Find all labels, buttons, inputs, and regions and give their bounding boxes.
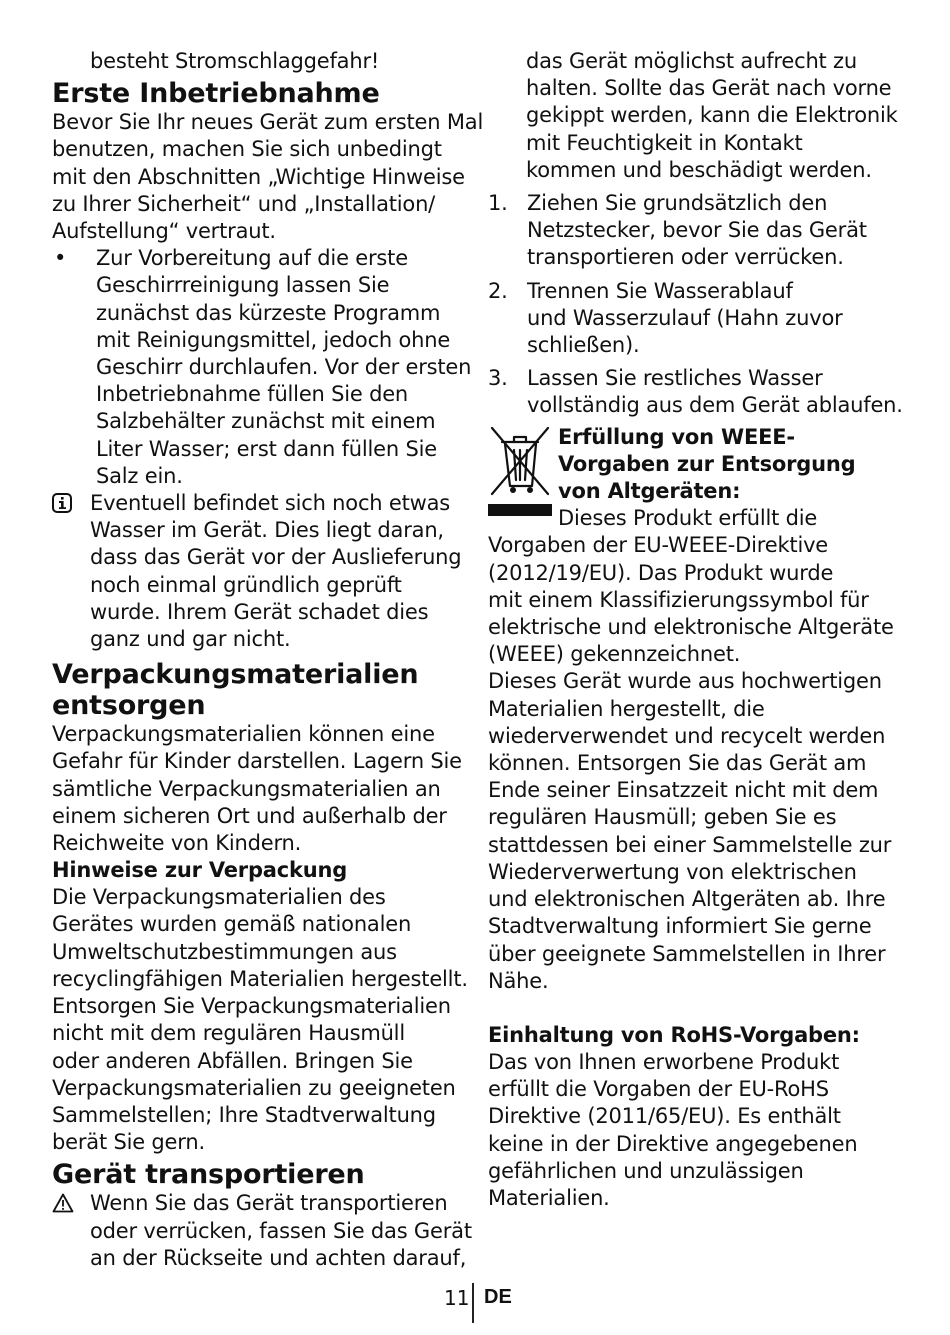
heading-line: Verpackungsmaterialien <box>52 659 419 691</box>
text-line: Sammelstellen; Ihre Stadtverwaltung <box>52 1102 436 1127</box>
warning-note <box>52 1190 480 1272</box>
subheading-hinweise-verpackung: Hinweise zur Verpackung <box>52 858 348 883</box>
text-line: Reichweite von Kindern. <box>52 831 302 856</box>
text-line: Entsorgen Sie Verpackungsmaterialien <box>52 994 451 1019</box>
text-line: Bevor Sie Ihr neues Gerät zum ersten Mal <box>52 110 484 135</box>
text-line: Salzbehälter zunächst mit einem <box>96 409 436 434</box>
text-line: zunächst das kürzeste Programm <box>96 300 441 325</box>
text-line: (WEEE) gekennzeichnet. <box>488 642 741 667</box>
text-line: Umweltschutzbestimmungen aus <box>52 939 397 964</box>
step-number: 2. <box>488 278 508 303</box>
continued-text-line: besteht Stromschlaggefahr! <box>90 49 380 73</box>
text-line: regulären Hausmüll; geben Sie es <box>488 805 837 830</box>
text-line: Materialien. <box>488 1185 610 1210</box>
text-line: Stadtverwaltung informiert Sie gerne <box>488 914 872 939</box>
text-line: Gerätes wurden gemäß nationalen <box>52 912 412 937</box>
verpackung-paragraph <box>52 721 480 857</box>
rohs-paragraph <box>488 1049 908 1212</box>
hinweise-paragraph <box>52 884 480 1156</box>
text-line: Ziehen Sie grundsätzlich den <box>527 191 828 216</box>
text-line: Wasser im Gerät. Dies liegt daran, <box>90 518 444 543</box>
heading-line: Vorgaben zur Entsorgung <box>558 451 856 476</box>
text-line: oder verrücken, fassen Sie das Gerät <box>90 1218 472 1243</box>
heading-line: Erfüllung von WEEE- <box>558 424 795 449</box>
bullet-item <box>52 245 480 490</box>
text-line: Zur Vorbereitung auf die erste <box>96 246 408 271</box>
heading-line: entsorgen <box>52 690 206 722</box>
text-line: halten. Sollte das Gerät nach vorne <box>526 76 892 101</box>
text-line: benutzen, machen Sie sich unbedingt <box>52 137 442 162</box>
heading-geraet-transportieren: Gerät transportieren <box>52 1159 365 1191</box>
text-line: an der Rückseite und achten darauf, <box>90 1245 467 1270</box>
text-line: mit Reinigungsmittel, jedoch ohne <box>96 327 451 352</box>
text-line: wiederverwendet und recycelt werden <box>488 723 886 748</box>
heading-line: von Altgeräten: <box>558 479 741 504</box>
text-line: keine in der Direktive angegebenen <box>488 1131 858 1156</box>
text-line: Geschirrreinigung lassen Sie <box>96 273 390 298</box>
numbered-step <box>488 278 908 360</box>
text-line: Trennen Sie Wasserablauf <box>527 278 793 303</box>
text-line: Gefahr für Kinder darstellen. Lagern Sie <box>52 749 462 774</box>
page-number: 11 <box>444 1286 470 1310</box>
text-line: Die Verpackungsmaterialien des <box>52 885 386 910</box>
info-note <box>52 490 480 653</box>
text-line: Direktive (2011/65/EU). Es enthält <box>488 1104 841 1129</box>
text-line: Lassen Sie restliches Wasser <box>527 366 823 391</box>
footer-divider <box>472 1283 474 1323</box>
text-line: können. Entsorgen Sie das Gerät am <box>488 751 867 776</box>
text-line: Inbetriebnahme füllen Sie den <box>96 382 409 407</box>
weee-paragraph <box>488 532 908 994</box>
text-line: zu Ihrer Sicherheit“ und „Installation/ <box>52 191 436 216</box>
text-line: Dieses Produkt erfüllt die <box>558 506 818 531</box>
heading-verpackungsmaterialien <box>52 659 480 721</box>
text-line: und Wasserzulauf (Hahn zuvor <box>527 305 843 330</box>
text-line: vollständig aus dem Gerät ablaufen. <box>527 393 903 418</box>
text-line: Eventuell befindet sich noch etwas <box>90 491 451 516</box>
step-number: 1. <box>488 191 508 216</box>
weee-section <box>488 424 908 533</box>
weee-crossed-bin-icon <box>488 424 552 520</box>
text-line: Ende seiner Einsatzzeit nicht mit dem <box>488 778 879 803</box>
text-line: Liter Wasser; erst dann füllen Sie <box>96 436 437 461</box>
text-line: kommen und beschädigt werden. <box>526 157 872 182</box>
text-line: über geeignete Sammelstellen in Ihrer <box>488 941 886 966</box>
info-icon <box>52 493 72 520</box>
text-line: gekippt werden, kann die Elektronik <box>526 103 898 128</box>
text-line: mit Feuchtigkeit in Kontakt <box>526 130 803 155</box>
text-line: elektrische und elektronische Altgeräte <box>488 615 894 640</box>
text-line: Verpackungsmaterialien zu geeigneten <box>52 1075 456 1100</box>
text-line: Wenn Sie das Gerät transportieren <box>90 1191 448 1216</box>
text-line: berät Sie gern. <box>52 1130 205 1155</box>
step-number: 3. <box>488 366 508 391</box>
text-line: Geschirr durchlaufen. Vor der ersten <box>96 355 472 380</box>
erste-paragraph <box>52 109 484 245</box>
right-column <box>488 48 908 1212</box>
text-line: Netzstecker, bevor Sie das Gerät <box>527 218 867 243</box>
text-line: gefährlichen und unzulässigen <box>488 1158 804 1183</box>
text-line: erfüllt die Vorgaben der EU-RoHS <box>488 1077 829 1102</box>
text-line: einem sicheren Ort und außerhalb der <box>52 803 447 828</box>
text-line: stattdessen bei einer Sammelstelle zur <box>488 832 892 857</box>
warning-icon <box>52 1193 74 1220</box>
text-line: dass das Gerät vor der Auslieferung <box>90 545 462 570</box>
text-line: Materialien hergestellt, die <box>488 696 765 721</box>
numbered-step <box>488 190 908 272</box>
paragraph-gap <box>488 995 908 1022</box>
left-column <box>52 48 484 1272</box>
text-line: Salz ein. <box>96 463 183 488</box>
text-line: wurde. Ihrem Gerät schadet dies <box>90 599 429 624</box>
text-line: noch einmal gründlich geprüft <box>90 572 402 597</box>
heading-erste-inbetriebnahme: Erste Inbetriebnahme <box>52 78 380 110</box>
rohs-heading: Einhaltung von RoHS-Vorgaben: <box>488 1022 860 1047</box>
text-line: Dieses Gerät wurde aus hochwertigen <box>488 669 882 694</box>
text-line: recyclingfähigen Materialien hergestellt. <box>52 966 468 991</box>
text-line: mit einem Klassifizierungssymbol für <box>488 587 869 612</box>
continued-warning-text <box>488 48 908 184</box>
text-line: oder anderen Abfällen. Bringen Sie <box>52 1048 413 1073</box>
text-line: Verpackungsmaterialien können eine <box>52 722 435 747</box>
text-line: schließen). <box>527 333 640 358</box>
numbered-step <box>488 365 908 419</box>
text-line: sämtliche Verpackungsmaterialien an <box>52 776 441 801</box>
text-line: Das von Ihnen erworbene Produkt <box>488 1049 840 1074</box>
language-code: DE <box>484 1286 512 1308</box>
text-line: (2012/19/EU). Das Produkt wurde <box>488 560 834 585</box>
text-line: Vorgaben der EU-WEEE-Direktive <box>488 533 829 558</box>
text-line: ganz und gar nicht. <box>90 627 291 652</box>
text-line: Aufstellung“ vertraut. <box>52 219 276 244</box>
text-line: mit den Abschnitten „Wichtige Hinweise <box>52 164 465 189</box>
text-line: das Gerät möglichst aufrecht zu <box>526 49 857 73</box>
text-line: transportieren oder verrücken. <box>527 245 844 270</box>
bullet-icon: • <box>54 246 67 271</box>
text-line: und elektronischen Altgeräten ab. Ihre <box>488 887 886 912</box>
text-line: Wiederverwertung von elektrischen <box>488 859 857 884</box>
text-line: nicht mit dem regulären Hausmüll <box>52 1021 405 1046</box>
text-line: Nähe. <box>488 968 549 993</box>
